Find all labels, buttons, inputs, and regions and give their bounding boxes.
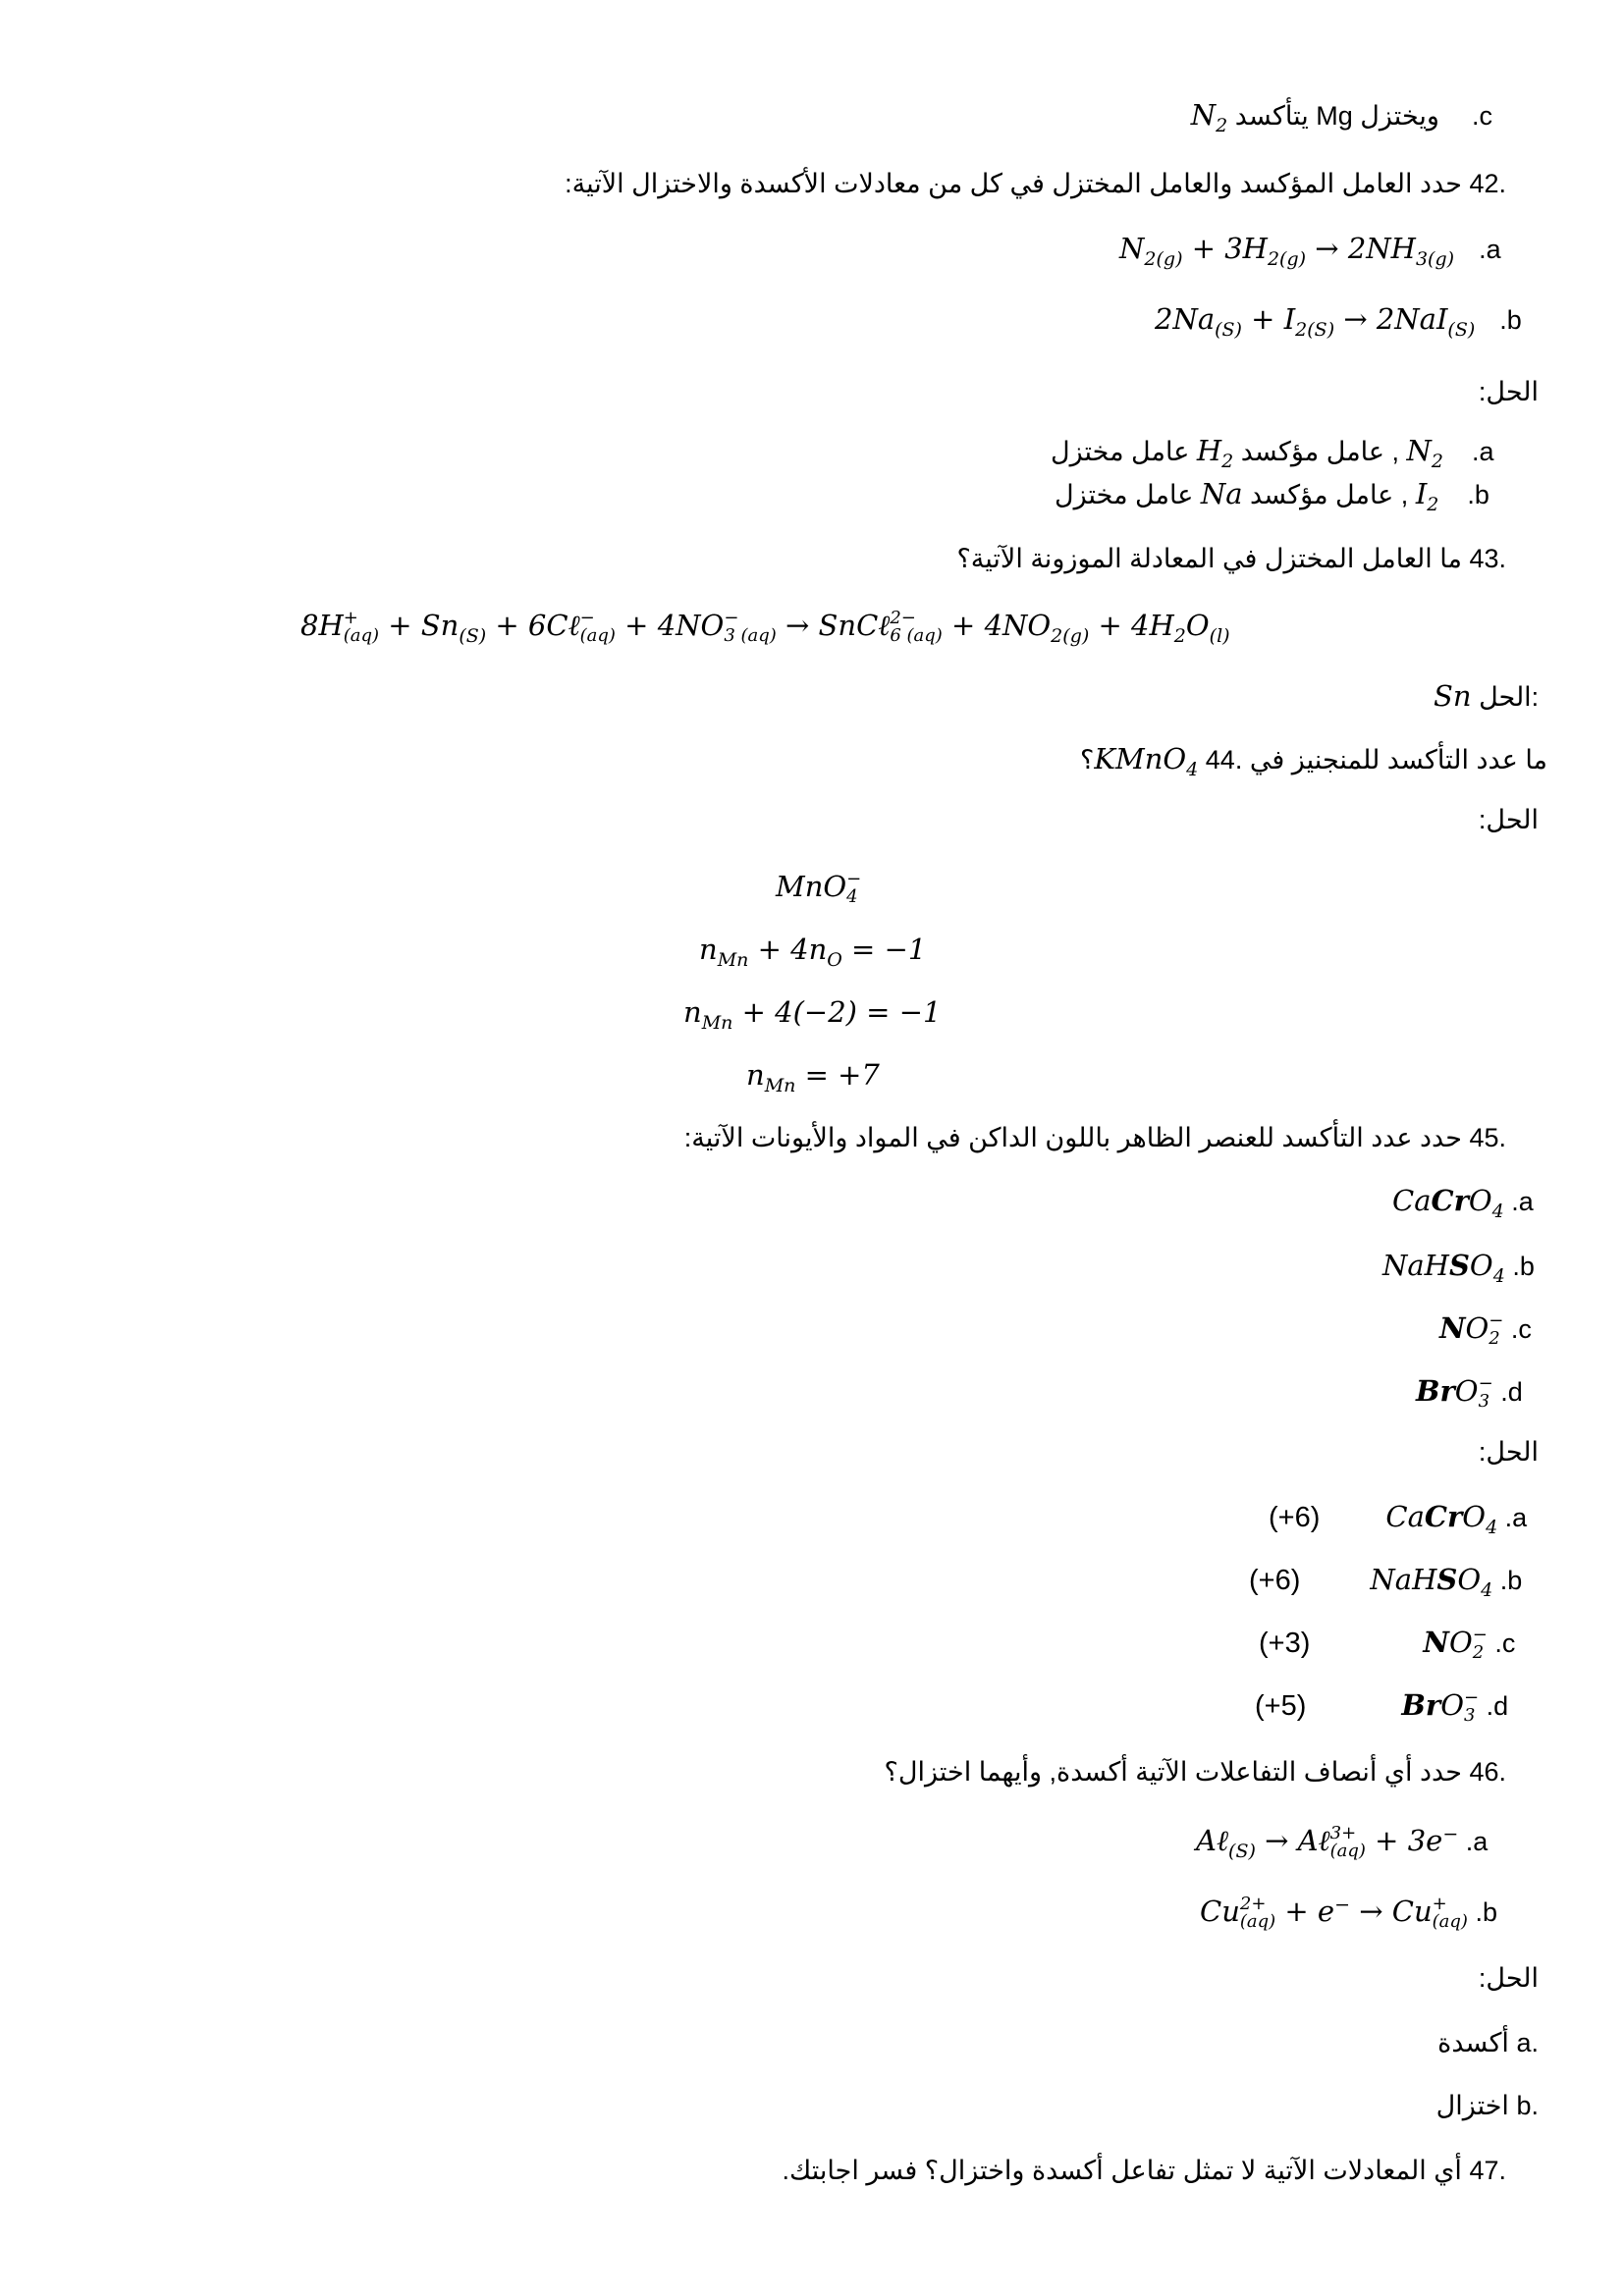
q46-text: حدد أي أنصاف التفاعلات الآتية أكسدة, وأيهما اختزال؟ [884,1757,1462,1787]
q45-answer-c-mark: .c [1494,1629,1516,1658]
q42-ans-a-reducer: عامل مختزل [1051,437,1190,466]
q42-equation-b: $2Na_{(S)} + I_{2(S)} \to 2NaI_{(S)}$ .b [1155,302,1522,341]
q44-text: ما عدد التأكسد للمنجنيز في [1249,745,1548,774]
line-c-top [1080,98,1492,136]
q45-mark-b: .b [1512,1252,1535,1281]
q42-ans-a-mark: .a [1472,437,1494,466]
line-c-text: يتأكسد Mg ويختزل [1234,101,1439,131]
q45-mark-a: .a [1511,1187,1534,1216]
q46-answer-a [1437,2026,1539,2059]
q46-ans-a-text: أكسدة [1437,2028,1509,2057]
q46-ans-a-mark: .a [1516,2028,1539,2057]
q45-item-c: NO − 2 .c [1439,1310,1532,1349]
q45-mark-d: .d [1500,1377,1523,1407]
q46-question [524,1755,1506,1789]
q46-eq-a-mark: .a [1465,1827,1489,1856]
q45-answer-b-value: (+6) [1249,1565,1301,1596]
q42-number: .42 [1469,169,1506,198]
q45-answer-a-value: (+6) [1269,1502,1321,1533]
q42-solution-label: الحل: [1478,377,1539,406]
q46-equation-a: Aℓ$_{(S)}$ → Aℓ 3+ (aq) + 3e− .a [1196,1823,1489,1862]
line-c-mark: .c [1471,101,1492,131]
q47-question [524,2154,1506,2187]
q43-text: ما العامل المختزل في المعادلة الموزونة الآتية؟ [956,544,1462,573]
q46-equation-b: Cu 2+ (aq) + e− → Cu + (aq) .b [1200,1894,1497,1932]
q42-ans-b-reducer: عامل مختزل [1055,480,1194,509]
q42-question [426,167,1506,200]
q43-number: .43 [1469,544,1506,573]
q44-step-3: $n_{Mn} = +7$ [746,1058,880,1096]
q45-answer-b-mark: .b [1499,1566,1523,1595]
q45-item-a: CaCrO$_4$ .a [1392,1184,1534,1222]
q44-qmark: ؟ [1080,745,1095,774]
q42-ans-b-oxidizer: عامل مؤكسد , [1250,480,1409,509]
q45-item-b: NaHSO$_4$ .b [1382,1249,1535,1287]
q45-text: حدد عدد التأكسد للعنصر الظاهر باللون الداكن في المواد والأيونات الآتية: [683,1123,1462,1152]
q45-number: .45 [1469,1123,1506,1152]
q45-mark-c: .c [1510,1314,1532,1344]
q45-answer-d-value: (+5) [1255,1690,1307,1722]
q45-answer-a-mark: .a [1504,1503,1528,1532]
q45-answer-b: (+6) NaHSO$_4$ .b [1249,1563,1523,1601]
q47-number: .47 [1469,2156,1506,2185]
q47-text: أي المعادلات الآتية لا تمثل تفاعل أكسدة واختزال؟ فسر اجابتك. [782,2156,1462,2185]
q44-step-1: $n_{Mn} + 4n_O = -1$ [699,933,927,971]
q44-number: .44 [1205,745,1243,774]
q43-solution [1434,679,1539,714]
q46-ans-b-mark: .b [1516,2091,1539,2120]
q46-number: .46 [1469,1757,1506,1787]
q42-ans-b-mark: .b [1467,480,1489,509]
q42-text: حدد العامل المؤكسد والعامل المختزل في كل من معادلات الأكسدة والاختزال الآتية: [565,169,1462,198]
q45-answer-a: (+6) CaCrO$_4$ .a [1269,1500,1528,1538]
q42-ans-a-oxidizer: عامل مؤكسد , [1240,437,1400,466]
q46-solution-label: الحل: [1478,1963,1539,1993]
q43-answer-sn: Sn [1434,679,1472,713]
q45-item-d: BrO − 3 .d [1416,1373,1523,1412]
q45-answer-c: (+3) NO − 2 .c [1259,1625,1516,1663]
q43-solution-label: الحل: [1479,682,1540,712]
q42-equation-a: $N_{2(g)} + 3H_{2(g)} \to 2NH_{3(g)}$ .a [1119,232,1501,270]
q45-question [426,1121,1506,1154]
q44-step-ion: MnO − 4 [776,869,862,907]
q45-answer-c-value: (+3) [1259,1628,1311,1659]
q45-solution-label: الحل: [1478,1437,1539,1467]
q42-answer-b: عامل مختزل Na عامل مؤكسد , $I_2$ .b [1055,477,1489,515]
q42-eq-b-mark: .b [1499,305,1522,335]
q44-question: ؟KMnO$_4$ ما عدد التأكسد للمنجنيز في .44 [1080,742,1548,780]
q44-step-2: $n_{Mn} + 4(-2) = -1$ [683,995,942,1034]
q44-solution-label: الحل: [1478,805,1539,834]
q42-eq-a-mark: .a [1479,235,1501,264]
q43-equation: 8H + (aq) + $Sn_{(S)}$ + 6Cℓ − (aq) + 4NO − 3 (aq) → SnCℓ 2− 6 (aq) + $4NO_{2(g)} + 4H_2O_{(l)}$ [300,608,1230,647]
q45-answer-d: (+5) BrO − 3 .d [1255,1687,1509,1726]
q46-ans-b-text: اختزال [1435,2091,1509,2120]
q43-question [623,542,1506,575]
q45-answer-d-mark: .d [1486,1691,1509,1721]
q46-answer-b [1436,2089,1539,2122]
q46-eq-b-mark: .b [1475,1897,1497,1927]
n2-formula: $N_2$ [1190,98,1228,136]
q42-answer-a: عامل مختزل $H_2$ عامل مؤكسد , $N_2$ .a [1051,434,1494,472]
